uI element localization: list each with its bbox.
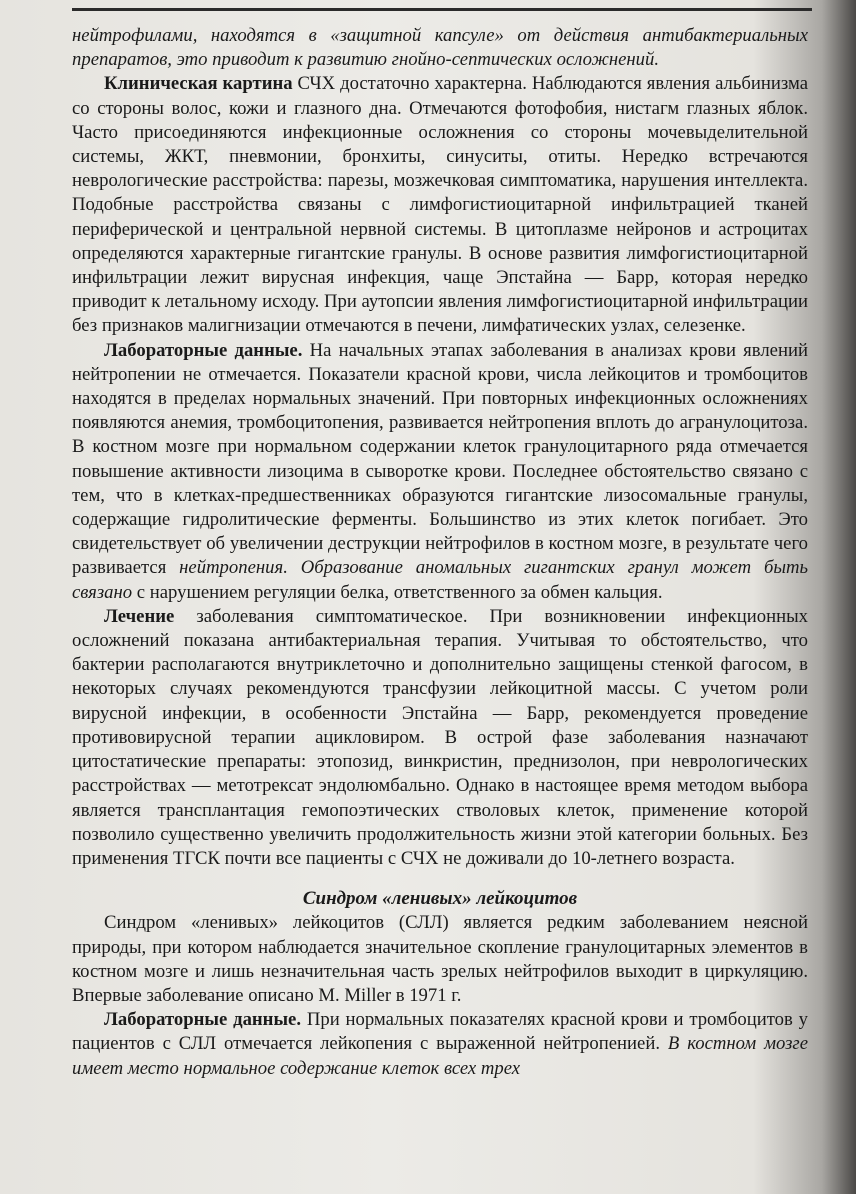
top-rule xyxy=(72,8,812,11)
paragraph-clinical-picture xyxy=(72,72,808,338)
lab-data-italic: нейтропения. Образование аномальных гигантских гранул может быть связано xyxy=(72,557,808,603)
lazy-leukocyte-intro-text: Синдром «ленивых» лейкоцитов (СЛЛ) является редким заболеванием неясной природы, при котором наблюдается значительное скопление гранулоцитарных элементов в костном мозге и лишь незначительная часть зрелых нейтрофилов выходит в циркуляцию. Впервые заболевание описано M. Miller в 1971 г. xyxy=(72,912,808,1006)
body-text xyxy=(72,24,808,1081)
paragraph-lazy-leukocyte-intro xyxy=(72,911,808,1008)
paragraph-continuation xyxy=(72,24,808,72)
clinical-picture-lead: Клиническая картина xyxy=(104,73,293,95)
treatment-text: заболевания симптоматическое. При возникновении инфекционных осложнений показана антибактериальная терапия. Учитывая то обстоятельство, что бактерии располагаются внутриклеточно и дополнительно защищены стенкой фагосом, в некоторых случаях рекомендуются трансфузии лейкоцитной массы. С учетом роли вирусной инфекции, в особенности Эпстайна — Барр, рекомендуется проведение противовирусной терапии ацикловиром. В острой фазе заболевания назначают цитостатические препараты: этопозид, винкристин, преднизолон, при неврологических расстройствах — метотрексат эндолюмбально. Однако в настоящее время методом выбора является трансплантация гемопоэтических стволовых клеток, применение которой позволило существенно увеличить продолжительность жизни этой категории больных. Без применения ТГСК почти все пациенты с СЧХ не доживали до 10-летнего возраста. xyxy=(72,605,808,869)
lazy-lab-data-text: При нормальных показателях красной крови и тромбоцитов у пациентов с СЛЛ отмечается лейкопения с выраженной нейтропенией. xyxy=(72,1009,808,1055)
lab-data-tail: с нарушением регуляции белка, ответственного за обмен кальция. xyxy=(132,581,663,603)
lazy-lab-data-lead: Лабораторные данные. xyxy=(104,1009,302,1031)
lab-data-lead: Лабораторные данные. xyxy=(104,339,303,361)
lab-data-text: На начальных этапах заболевания в анализах крови явлений нейтропении не отмечается. Показатели красной крови, числа лейкоцитов и тромбоцитов находятся в пределах нормальных значений. При повторных инфекционных осложнениях появляются анемия, тромбоцитопения, развивается нейтропения вплоть до агранулоцитоза. В костном мозге при нормальном содержании клеток гранулоцитарного ряда отмечается повышение активности лизоцима в сыворотке крови. Последнее обстоятельство связано с тем, что в клетках-предшественниках образуются гигантские лизосомальные гранулы, содержащие гидролитические ферменты. Большинство из этих клеток погибает. Это свидетельствует об увеличении деструкции нейтрофилов в костном мозге, в результате чего развивается xyxy=(72,339,808,579)
continuation-italic-text: нейтрофилами, находятся в «защитной капсуле» от действия антибактериальных препаратов, это приводит к развитию гнойно-септических осложнений. xyxy=(72,25,808,71)
clinical-picture-text: СЧХ достаточно характерна. Наблюдаются явления альбинизма со стороны волос, кожи и глазного дна. Отмечаются фотофобия, нистагм глазных яблок. Часто присоединяются инфекционные осложнения со стороны мочевыделительной системы, ЖКТ, пневмонии, бронхиты, синуситы, отиты. Нередко встречаются неврологические расстройства: парезы, мозжечковая симптоматика, нарушения интеллекта. Подобные расстройства связаны с лимфогистиоцитарной инфильтрацией тканей периферической и центральной нервной системы. В цитоплазме нейронов и астроцитах определяются характерные гигантские гранулы. В основе развития лимфогистиоцитарной инфильтрации лежит вирусная инфекция, чаще Эпстайна — Барр, которая нередко приводит к летальному исходу. При аутопсии явления лимфогистиоцитарной инфильтрации без признаков малигнизации отмечаются в печени, лимфатических узлах, селезенке. xyxy=(72,73,808,337)
section-heading: Синдром «ленивых» лейкоцитов xyxy=(302,888,578,910)
treatment-lead: Лечение xyxy=(104,605,175,627)
paragraph-lazy-lab-data xyxy=(72,1008,808,1081)
paragraph-lab-data xyxy=(72,339,808,605)
paragraph-treatment xyxy=(72,605,808,871)
lazy-lab-data-italic: В костном мозге имеет место нормальное содержание клеток всех трех xyxy=(72,1033,808,1079)
